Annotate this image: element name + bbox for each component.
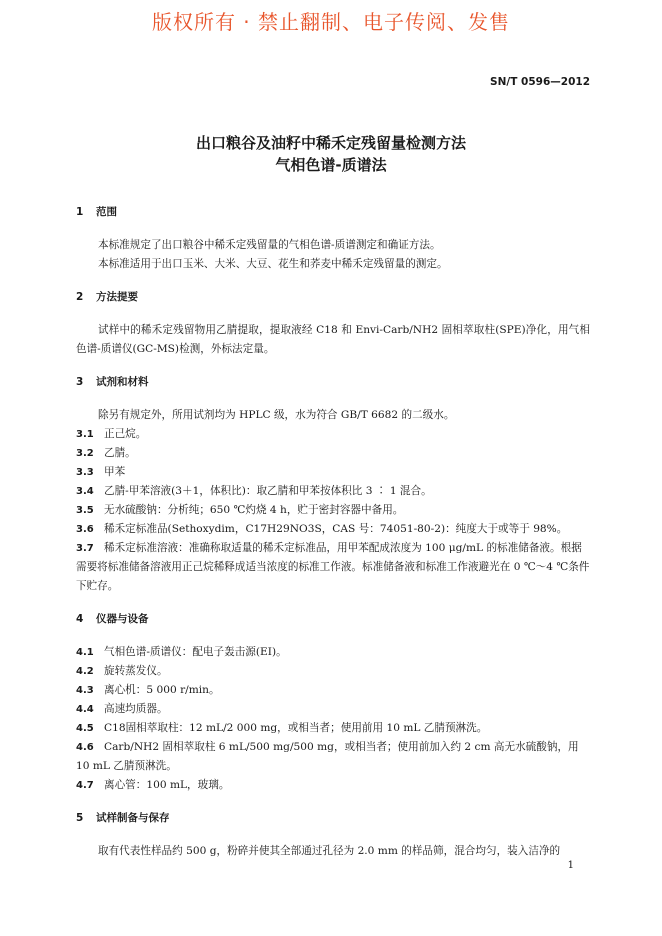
list-item (76, 482, 590, 501)
list-item (76, 444, 590, 463)
paragraph: 本标准规定了出口粮谷中稀禾定残留量的气相色谱-质谱测定和确证方法。 (98, 239, 441, 251)
item-text: 无水硫酸钠：分析纯；650 ℃灼烧 4 h，贮于密封容器中备用。 (104, 504, 404, 516)
item-number: 4.5 (76, 723, 94, 734)
list-item (76, 539, 590, 596)
section-title: 试剂和材料 (96, 376, 149, 388)
section-title: 仪器与设备 (96, 613, 149, 625)
item-text: 乙腈。 (104, 447, 136, 459)
item-number: 3.3 (76, 467, 94, 478)
paragraph: 除另有规定外，所用试剂均为 HPLC 级，水为符合 GB/T 6682 的二级水。 (98, 409, 455, 421)
item-number: 3.5 (76, 505, 94, 516)
section-heading-3 (76, 373, 590, 392)
item-number: 4.3 (76, 685, 94, 696)
section-number: 3 (76, 376, 84, 388)
item-number: 3.4 (76, 486, 94, 497)
item-text: 离心机：5 000 r/min。 (104, 684, 220, 696)
item-text: 正己烷。 (104, 428, 147, 440)
item-text: 甲苯 (104, 466, 126, 478)
list-item (76, 425, 590, 444)
item-number: 4.2 (76, 666, 94, 677)
item-text: 离心管：100 mL，玻璃。 (104, 779, 230, 791)
item-text: 气相色谱-质谱仪：配电子轰击源(EI)。 (104, 646, 287, 658)
section-number: 5 (76, 812, 84, 824)
item-number: 3.7 (76, 543, 94, 554)
item-text: 乙腈-甲苯溶液(3＋1，体积比)：取乙腈和甲苯按体积比 3 ∶ 1 混合。 (104, 485, 432, 497)
title-line-1: 出口粮谷及油籽中稀禾定残留量检测方法 (195, 134, 466, 152)
item-number: 3.6 (76, 524, 94, 535)
item-number: 4.6 (76, 742, 94, 753)
section-number: 1 (76, 206, 84, 218)
list-item (76, 719, 590, 738)
item-text: 稀禾定标准溶液：准确称取适量的稀禾定标准品，用甲苯配成浓度为 100 μg/mL 的标准储备液。根据需要将标准储备溶液用正己烷稀释成适当浓度的标准工作液。标准储备液和标准工作液避光在 0 ℃～4 ℃条件下贮存。 (76, 542, 590, 592)
list-item (76, 643, 590, 662)
page-number: 1 (567, 860, 574, 871)
paragraph: 本标准适用于出口玉米、大米、大豆、花生和荞麦中稀禾定残留量的测定。 (98, 258, 448, 270)
section-title: 范围 (96, 206, 117, 218)
item-text: 旋转蒸发仪。 (104, 665, 168, 677)
section-number: 2 (76, 291, 84, 303)
list-item (76, 501, 590, 520)
item-text: Carb/NH2 固相萃取柱 6 mL/500 mg/500 mg，或相当者；使用前加入约 2 cm 高无水硫酸钠，用 10 mL 乙腈预淋洗。 (76, 741, 579, 772)
list-item (76, 520, 590, 539)
copyright-watermark: 版权所有 · 禁止翻制、电子传阅、发售 (151, 10, 511, 34)
section-heading-5 (76, 809, 590, 828)
section-title: 方法提要 (96, 291, 138, 303)
item-text: 稀禾定标准品(Sethoxydim，C17H29NO3S，CAS 号：74051-80-2)：纯度大于或等于 98%。 (104, 523, 568, 535)
item-text: C18固相萃取柱：12 mL/2 000 mg，或相当者；使用前用 10 mL 乙腈预淋洗。 (104, 722, 488, 734)
title-line-2: 气相色谱-质谱法 (275, 156, 387, 174)
item-number: 3.2 (76, 448, 94, 459)
list-item (76, 681, 590, 700)
paragraph: 试样中的稀禾定残留物用乙腈提取，提取液经 C18 和 Envi-Carb/NH2 固相萃取柱(SPE)净化，用气相色谱-质谱仪(GC-MS)检测，外标法定量。 (76, 324, 590, 355)
standard-number: SN/T 0596—2012 (490, 76, 590, 88)
document-title (0, 132, 662, 176)
list-item (76, 776, 590, 795)
item-number: 4.1 (76, 647, 94, 658)
item-text: 高速均质器。 (104, 703, 168, 715)
item-number: 4.4 (76, 704, 94, 715)
list-item (76, 463, 590, 482)
paragraph: 取有代表性样品约 500 g，粉碎并使其全部通过孔径为 2.0 mm 的样品筛，混合均匀，装入洁净的 (98, 845, 561, 857)
list-item (76, 700, 590, 719)
list-item (76, 738, 590, 776)
section-heading-2 (76, 288, 590, 307)
document-body (76, 203, 590, 861)
section-number: 4 (76, 613, 84, 625)
list-item (76, 662, 590, 681)
section-heading-1 (76, 203, 590, 222)
item-number: 4.7 (76, 780, 94, 791)
section-heading-4 (76, 610, 590, 629)
item-number: 3.1 (76, 429, 94, 440)
section-title: 试样制备与保存 (96, 812, 170, 824)
